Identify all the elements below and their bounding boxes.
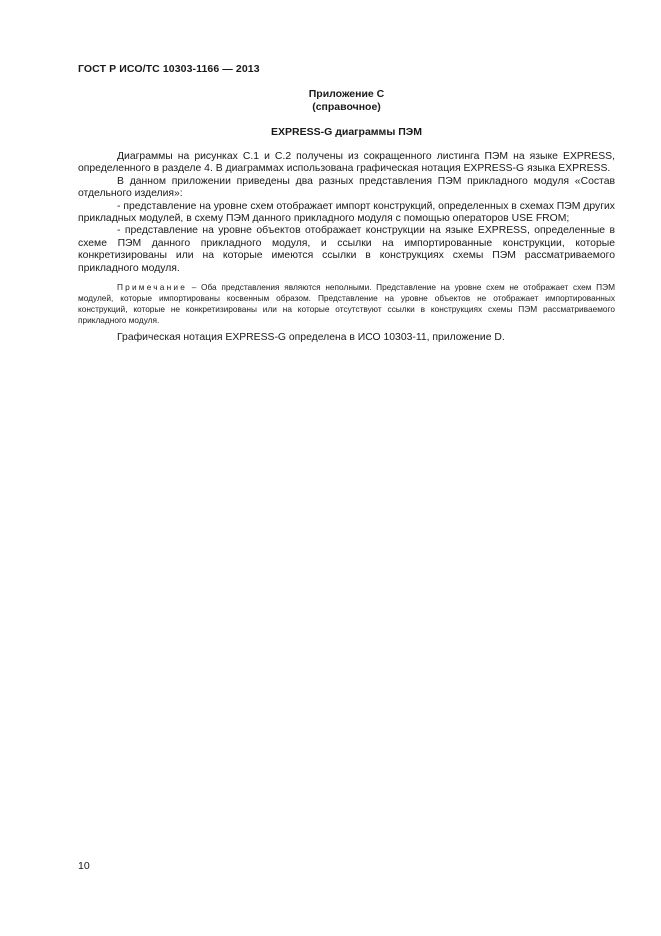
appendix-title: Приложение С	[308, 88, 385, 100]
note	[78, 282, 615, 326]
body-text	[78, 151, 615, 345]
final-paragraph: Графическая нотация EXPRESS-G определена в ИСО 10303-11, приложение D.	[117, 332, 505, 344]
appendix-subtitle: (справочное)	[312, 100, 381, 113]
paragraph: В данном приложении приведены два разных представления ПЭМ прикладного модуля «Состав отдельного изделия»:	[78, 175, 615, 200]
note-text: – Оба представления являются неполными. Представление на уровне схем не отображает схем ПЭМ модулей, которые импортированы косвенным образом. Представление на уровне объектов не отображает импортированных конструкций, которые не конкретизированы или на которые отсутствуют ссылки в конструкциях схемы ПЭМ рассматриваемого прикладного модуля.	[78, 282, 615, 326]
standard-header: ГОСТ Р ИСО/ТС 10303-1166 — 2013	[78, 63, 260, 75]
section-title: EXPRESS-G диаграммы ПЭМ	[271, 126, 422, 138]
paragraph: - представление на уровне объектов отображает конструкции на языке EXPRESS, определенные в схеме ПЭМ данного прикладного модуля, и ссылки на импортированные конструкции, которые конкретизированы или на которые имеются ссылки в конструкциях схемы ПЭМ рассматриваемого прикладного модуля.	[78, 225, 615, 274]
paragraph: Диаграммы на рисунках С.1 и С.2 получены из сокращенного листинга ПЭМ на языке EXPRESS, определенного в разделе 4. В диаграммах использована графическая нотация EXPRESS-G языка EXPRESS.	[78, 151, 615, 175]
note-label: Примечание	[117, 282, 188, 293]
appendix-heading	[78, 88, 615, 113]
page-number: 10	[78, 860, 90, 872]
paragraph: - представление на уровне схем отображает импорт конструкций, определенных в схемах ПЭМ других прикладных модулей, в схему ПЭМ данного прикладного модуля с помощью операторов USE FROM;	[78, 200, 615, 225]
